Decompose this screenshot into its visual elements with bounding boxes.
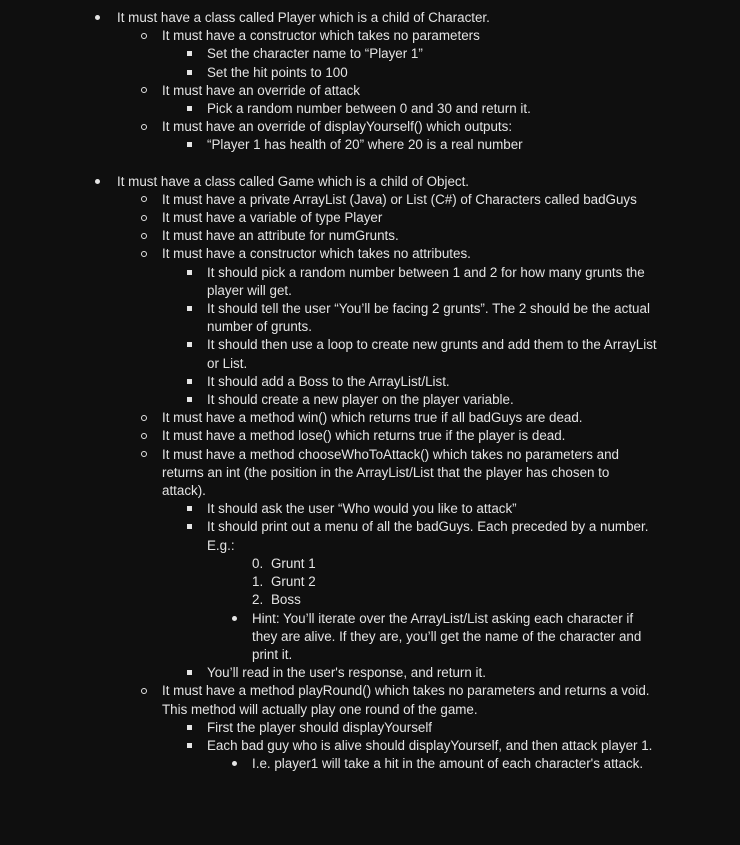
list-item: First the player should displayYourself [0, 719, 662, 737]
list-item: It must have a method win() which returns true if all badGuys are dead. [0, 409, 654, 427]
game-class-item [0, 173, 677, 774]
list-item: It must have a method chooseWhoToAttack() which takes no parameters and returns an int (the position in the ArrayList/List that the player has chosen to attack). It should ask the user “Who would you like to attack” It should print out a menu of all the badGuys. Each preceded by a number. E.g.: 0. Grunt 1 1. Grunt 2 2. Boss Hint: You’ll iterate over the ArrayList/List asking each character if they are alive. If they are, you’ll get the name of the character and print it. You’ll read in the user's response, and return it. [0, 446, 654, 683]
attack-menu-example [0, 555, 662, 610]
game-requirements [0, 191, 677, 774]
list-item: It should then use a loop to create new grunts and add them to the ArrayList or List. [0, 336, 662, 372]
hint-note: Hint: You’ll iterate over the ArrayList/List asking each character if they are alive. If they are, you’ll get the name of the character and print it. [0, 610, 662, 665]
list-item: It should tell the user “You’ll be facing 2 grunts”. The 2 should be the actual number of grunts. [0, 300, 662, 336]
player-requirements [0, 27, 677, 154]
list-item: It should create a new player on the player variable. [0, 391, 662, 409]
list-item: It should pick a random number between 1 and 2 for how many grunts the player will get. [0, 264, 662, 300]
list-item: It must have an override of displayYourself() which outputs: “Player 1 has health of 20” where 20 is a real number [0, 118, 654, 154]
game-class-heading: It must have a class called Game which is a child of Object. [117, 173, 470, 189]
list-item: It must have a constructor which takes no parameters Set the character name to “Player 1” Set the hit points to 100 [0, 27, 654, 82]
list-item: It must have an override of attack Pick a random number between 0 and 30 and return it. [0, 82, 654, 118]
menu-option: 2. Boss [252, 592, 301, 608]
list-item: It should print out a menu of all the badGuys. Each preceded by a number. E.g.: 0. Grunt 1 1. Grunt 2 2. Boss Hint: You’ll iterate over the ArrayList/List asking each character if they are alive. If they are, you’ll get the name of the character and print it. [0, 518, 662, 664]
list-item: It must have a method playRound() which takes no parameters and returns a void. This method will actually play one round of the game. First the player should displayYourself Each bad guy who is alive should displayYourself, and then attack player 1. I.e. player1 will take a hit in the amount of each character's attack. [0, 682, 654, 773]
player-class-item [0, 9, 677, 155]
list-item: It must have an attribute for numGrunts. [0, 227, 654, 245]
list-item: Set the hit points to 100 [0, 64, 662, 82]
menu-option: 1. Grunt 2 [252, 574, 316, 590]
requirements-list [0, 9, 740, 773]
menu-option: 0. Grunt 1 [252, 555, 316, 571]
list-item: You’ll read in the user's response, and return it. [0, 664, 662, 682]
list-item: It should ask the user “Who would you like to attack” [0, 500, 662, 518]
document [0, 9, 740, 773]
list-item: It must have a method lose() which returns true if the player is dead. [0, 427, 654, 445]
list-item: Set the character name to “Player 1” [0, 45, 662, 63]
list-item: It must have a variable of type Player [0, 209, 654, 227]
list-item: I.e. player1 will take a hit in the amount of each character's attack. [0, 755, 662, 773]
list-item: Each bad guy who is alive should displayYourself, and then attack player 1. I.e. player1 will take a hit in the amount of each character's attack. [0, 737, 662, 773]
list-item: It must have a constructor which takes no attributes. It should pick a random number between 1 and 2 for how many grunts the player will get. It should tell the user “You’ll be facing 2 grunts”. The 2 should be the actual number of grunts. It should then use a loop to create new grunts and add them to the ArrayList or List. It should add a Boss to the ArrayList/List. It should create a new player on the player variable. [0, 245, 654, 409]
list-item: It should add a Boss to the ArrayList/List. [0, 373, 662, 391]
list-item: Pick a random number between 0 and 30 and return it. [0, 100, 662, 118]
player-class-heading: It must have a class called Player which is a child of Character. [117, 10, 490, 25]
list-item: “Player 1 has health of 20” where 20 is a real number [0, 136, 662, 154]
list-item: It must have a private ArrayList (Java) or List (C#) of Characters called badGuys [0, 191, 654, 209]
